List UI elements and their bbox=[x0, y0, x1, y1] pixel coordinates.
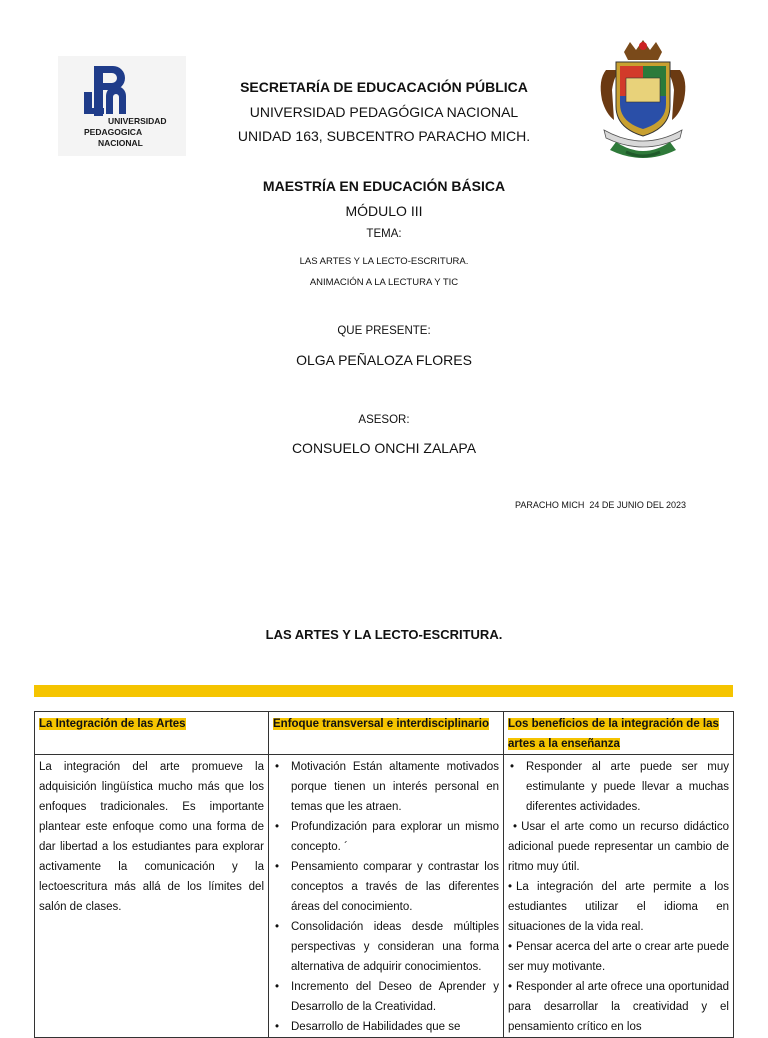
list-item: • Responder al arte puede ser muy estimulante y puede llevar a muchas diferentes actividades. bbox=[526, 757, 729, 817]
list-item: • Consolidación ideas desde múltiples perspectivas y consideran una forma alternativa de adquirir conocimientos. bbox=[291, 917, 499, 977]
coat-of-arms-logo bbox=[596, 38, 690, 164]
tema-line1: LAS ARTES Y LA LECTO-ESCRITURA. bbox=[299, 256, 469, 267]
comparison-table bbox=[34, 711, 734, 1038]
table-header-cell bbox=[504, 712, 734, 755]
col2-cell bbox=[269, 755, 504, 1038]
table-header-row bbox=[35, 712, 734, 755]
table-row bbox=[35, 755, 734, 1038]
col3-cell bbox=[504, 755, 734, 1038]
accent-bar bbox=[34, 685, 733, 697]
header-university: UNIVERSIDAD PEDAGÓGICA NACIONAL bbox=[249, 104, 519, 120]
upn-logo-line1: UNIVERSIDAD bbox=[108, 116, 167, 126]
list-item: • Motivación Están altamente motivados porque tienen un interés personal en temas que les atraen. bbox=[291, 757, 499, 817]
col3-first-list bbox=[508, 757, 729, 817]
list-item: • Pensamiento comparar y contrastar los conceptos a través de las diferentes áreas del conocimiento. bbox=[291, 857, 499, 917]
header-unit: UNIDAD 163, SUBCENTRO PARACHO MICH. bbox=[237, 128, 531, 144]
header-col2: Enfoque transversal e interdisciplinario bbox=[273, 718, 490, 730]
program-title: MAESTRÍA EN EDUCACIÓN BÁSICA bbox=[262, 178, 506, 194]
col3-item-text: Usar el arte como un recurso didáctico adicional puede representar un cambio de ritmo muy útil. bbox=[508, 821, 729, 873]
crest-icon bbox=[596, 38, 690, 164]
date-line: PARACHO MICH 24 DE JUNIO DEL 2023 bbox=[515, 500, 687, 510]
module-label: MÓDULO III bbox=[345, 203, 423, 219]
presenter-label: QUE PRESENTE: bbox=[337, 325, 431, 337]
header-col3: Los beneficios de la integración de las artes a la enseñanza bbox=[508, 718, 719, 750]
advisor-label: ASESOR: bbox=[358, 414, 410, 426]
table-header-cell bbox=[35, 712, 269, 755]
presenter-name: OLGA PEÑALOZA FLORES bbox=[296, 352, 472, 368]
col3-item-text: Pensar acerca del arte o crear arte puede ser muy motivante. bbox=[508, 941, 729, 973]
upn-logo-line3: NACIONAL bbox=[98, 138, 143, 148]
upn-logo-line2: PEDAGOGICA bbox=[84, 127, 143, 137]
tema-label: TEMA: bbox=[366, 228, 402, 240]
table-header-cell bbox=[269, 712, 504, 755]
header-col1: La Integración de las Artes bbox=[39, 718, 186, 730]
tema-line2: ANIMACIÓN A LA LECTURA Y TIC bbox=[309, 277, 459, 288]
list-item: • Pensar acerca del arte o crear arte puede ser muy motivante. bbox=[508, 941, 729, 973]
list-item: • Desarrollo de Habilidades que se bbox=[291, 1017, 499, 1037]
header-ministry: SECRETARÍA DE EDUCACACIÓN PÚBLICA bbox=[240, 79, 528, 95]
list-item: • La integración del arte permite a los estudiantes utilizar el idioma en situaciones de la vida real. bbox=[508, 881, 729, 933]
col3-item-text: La integración del arte permite a los estudiantes utilizar el idioma en situaciones de la vida real. bbox=[508, 881, 729, 933]
col1-text: La integración del arte promueve la adquisición lingüística mucho más que los enfoques tradicionales. Es importante plantear este enfoque como una forma de dar libertad a los estudiantes para explorar activamente la comunicación y la lectoescritura más allá de los límites del salón de clases. bbox=[35, 755, 269, 1038]
col3-item-text: Responder al arte ofrece una oportunidad para desarrollar la creatividad y el pensamiento crítico en los bbox=[508, 981, 729, 1033]
list-item: • Responder al arte ofrece una oportunidad para desarrollar la creatividad y el pensamiento crítico en los bbox=[508, 981, 729, 1033]
list-item: • Usar el arte como un recurso didáctico adicional puede representar un cambio de ritmo muy útil. bbox=[508, 821, 729, 873]
list-item: • Incremento del Deseo de Aprender y Desarrollo de la Creatividad. bbox=[291, 977, 499, 1017]
section-title: LAS ARTES Y LA LECTO-ESCRITURA. bbox=[265, 627, 503, 642]
list-item: • Profundización para explorar un mismo concepto. ´ bbox=[291, 817, 499, 857]
col2-list bbox=[273, 757, 499, 1037]
advisor-name: CONSUELO ONCHI ZALAPA bbox=[291, 440, 477, 456]
